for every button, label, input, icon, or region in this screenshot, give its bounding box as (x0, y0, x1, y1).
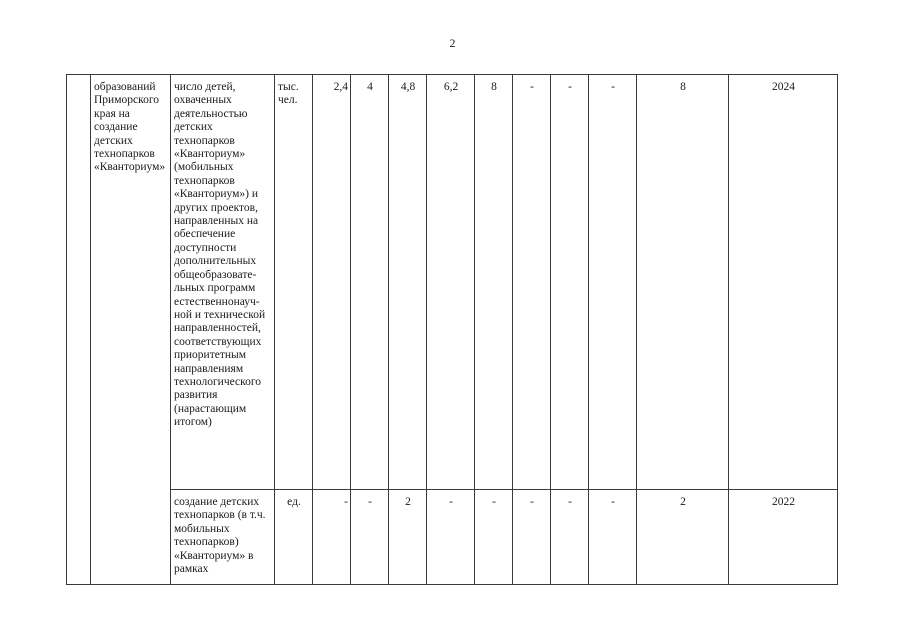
total-cell: 2 (637, 490, 729, 585)
year-cell: 2022 (729, 490, 838, 585)
value-cell: - (589, 490, 637, 585)
value-cell: - (551, 75, 589, 490)
page-number: 2 (449, 36, 456, 50)
value-cell: - (589, 75, 637, 490)
value-cell: 4 (351, 75, 389, 490)
value-cell: - (351, 490, 389, 585)
value-cell: - (475, 490, 513, 585)
value-cell: 2,4 (313, 75, 351, 490)
table-row (67, 490, 838, 585)
value-cell: 4,8 (389, 75, 427, 490)
indicators-table (66, 74, 838, 585)
value-cell: 8 (475, 75, 513, 490)
indicator-cell: создание детских технопарков (в т.ч. мобильных технопарков) «Кванториум» в рамках (171, 490, 275, 585)
indicator-cell: число детей, охваченных деятельностью детских технопарков «Кванториум» (мобильных технопарков «Кванториум») и других проектов, направленных на обеспечение доступности дополнительных общеобразовате-льных программ естественнонауч-ной и технической направленностей, соответствующих приоритетным направлениям технологического развития (нарастающим итогом) (171, 75, 275, 490)
unit-cell: тыс. чел. (275, 75, 313, 490)
total-cell: 8 (637, 75, 729, 490)
value-cell: 2 (389, 490, 427, 585)
value-cell: - (551, 490, 589, 585)
value-cell: - (513, 75, 551, 490)
year-cell: 2024 (729, 75, 838, 490)
value-cell: 6,2 (427, 75, 475, 490)
unit-cell: ед. (275, 490, 313, 585)
value-cell: - (427, 490, 475, 585)
table-row (67, 75, 838, 490)
value-cell: - (313, 490, 351, 585)
number-cell (67, 75, 91, 585)
project-name-cell: образований Приморского края на создание детских технопарков «Кванториум» (91, 75, 171, 585)
value-cell: - (513, 490, 551, 585)
